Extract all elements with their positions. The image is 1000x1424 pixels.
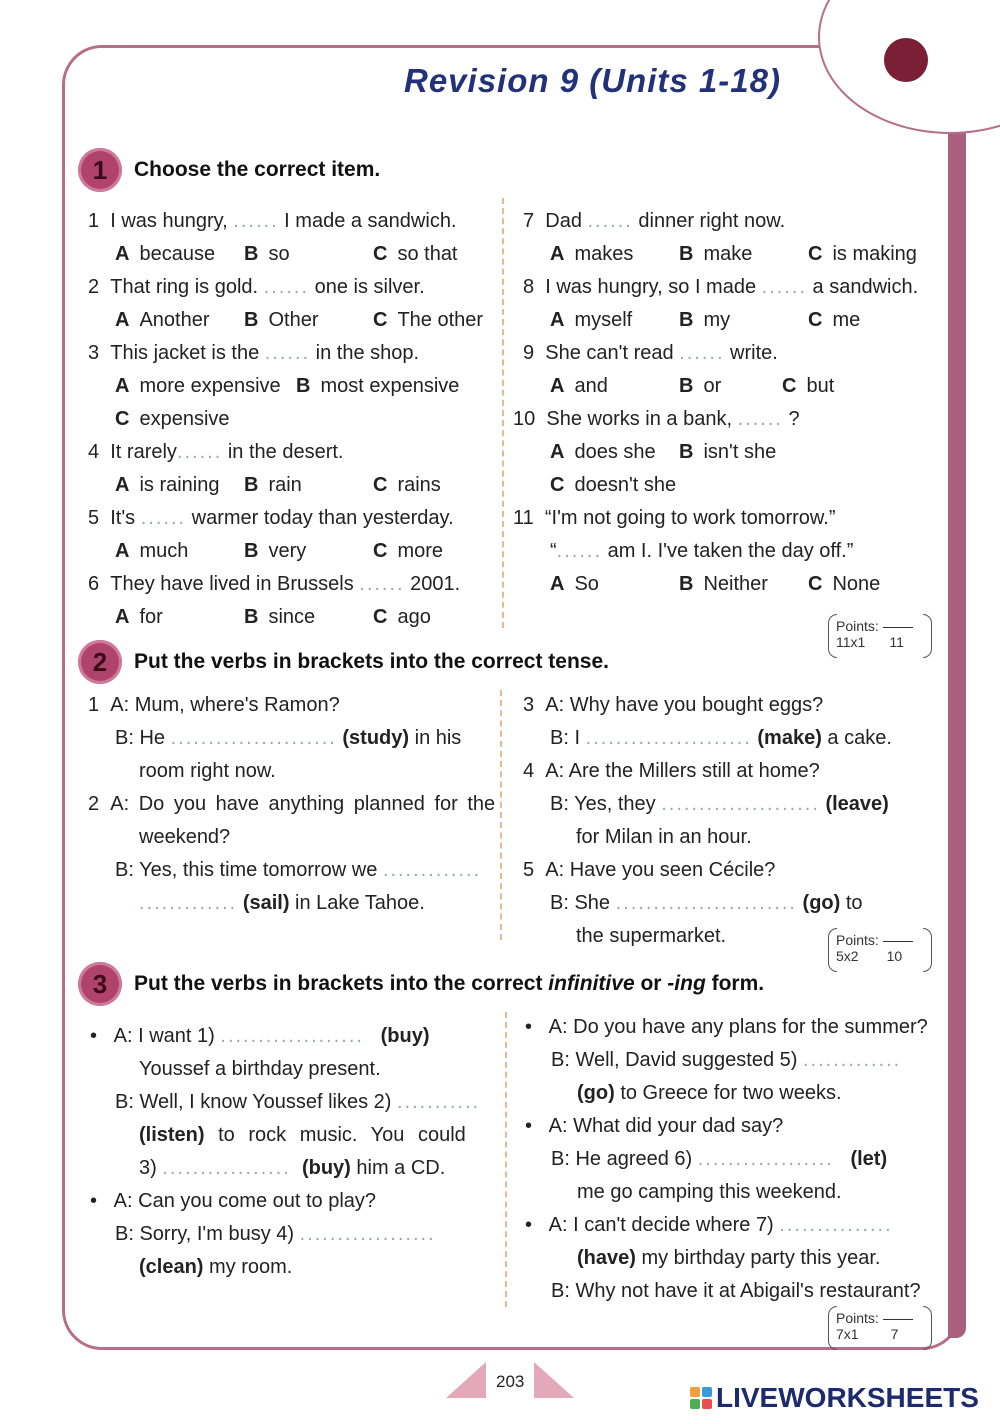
option-b[interactable]: B rain xyxy=(244,474,302,496)
ex2-item-2-answer: B: Yes, this time tomorrow we ............. xyxy=(115,859,482,881)
option-c[interactable]: C rains xyxy=(373,474,441,496)
option-c[interactable]: C doesn't she xyxy=(550,474,677,496)
section-1-header xyxy=(78,148,380,192)
answer-blank[interactable]: ............. xyxy=(382,859,482,881)
question-11: 11 “I'm not going to work tomorrow.” xyxy=(513,507,836,529)
ex3-dialogue-2: • A: Can you come out to play? xyxy=(90,1190,377,1212)
answer-blank[interactable]: ..................... xyxy=(661,793,820,815)
points-box: Points: 11x1 11 xyxy=(836,618,924,650)
option-b[interactable]: B since xyxy=(244,606,316,628)
answer-blank[interactable]: ...... xyxy=(359,573,405,595)
answer-blank[interactable]: ...... xyxy=(556,540,603,562)
points-box: Points: 7x1 7 xyxy=(836,1310,924,1342)
section-number-badge: 1 xyxy=(78,148,122,192)
answer-blank[interactable]: ...... xyxy=(264,342,311,364)
answer-blank[interactable]: ................. xyxy=(162,1157,291,1179)
option-c[interactable]: C is making xyxy=(808,243,917,265)
question-11-reply: “...... am I. I've taken the day off.” xyxy=(550,540,854,562)
option-a[interactable]: A makes xyxy=(550,243,634,265)
column-divider xyxy=(505,1012,507,1307)
answer-blank[interactable]: ...................... xyxy=(585,727,752,749)
option-a[interactable]: A Another xyxy=(115,309,210,331)
option-a[interactable]: A because xyxy=(115,243,216,265)
answer-blank[interactable]: ........... xyxy=(396,1091,481,1113)
page-number: 203 xyxy=(496,1372,525,1391)
answer-blank[interactable]: ........................ xyxy=(615,892,797,914)
answer-blank[interactable]: ...... xyxy=(761,276,807,298)
column-divider xyxy=(500,690,502,940)
liveworksheets-logo-icon xyxy=(690,1387,712,1409)
section-3-header xyxy=(78,962,764,1006)
ex3-dialogue-1: • A: I want 1) ................... (buy) xyxy=(90,1025,430,1047)
answer-blank[interactable]: ................... xyxy=(220,1025,364,1047)
option-a[interactable]: A much xyxy=(115,540,189,562)
answer-blank[interactable]: ............. xyxy=(139,892,238,914)
option-c[interactable]: C The other xyxy=(373,309,484,331)
ex2-item-4-answer: B: Yes, they ..................... (leave) xyxy=(550,793,889,815)
ex3-dialogue-2-b: B: Sorry, I'm busy 4) .................. xyxy=(115,1223,436,1245)
option-b[interactable]: B most expensive xyxy=(296,375,460,397)
answer-blank[interactable]: ...... xyxy=(176,441,223,463)
ex3-dialogue-3: • A: Do you have any plans for the summer? xyxy=(525,1016,928,1038)
ex2-item-3: 3 A: Why have you bought eggs? xyxy=(523,694,824,716)
ex2-item-3-answer: B: I ...................... (make) a cake. xyxy=(550,727,892,749)
answer-blank[interactable]: .................. xyxy=(697,1148,834,1170)
option-a[interactable]: A for xyxy=(115,606,163,628)
answer-blank[interactable]: ...... xyxy=(233,210,279,232)
ex3-dialogue-2-b-cont: (clean) my room. xyxy=(139,1256,293,1278)
question-4: 4 It rarely...... in the desert. xyxy=(88,441,344,463)
option-a[interactable]: A does she xyxy=(550,441,656,463)
ex2-item-1-answer: B: He ...................... (study) in his xyxy=(115,727,462,749)
option-a[interactable]: A So xyxy=(550,573,599,595)
ex2-item-2-answer-cont: ............. (sail) in Lake Tahoe. xyxy=(139,892,425,914)
section-instruction: Put the verbs in brackets into the correct tense. xyxy=(134,650,609,673)
column-divider xyxy=(502,198,504,628)
page-right-triangle xyxy=(534,1362,574,1398)
option-c[interactable]: C so that xyxy=(373,243,458,265)
section-instruction: Choose the correct item. xyxy=(134,158,381,181)
option-b[interactable]: B or xyxy=(679,375,722,397)
ex3-dialogue-4-b-cont: me go camping this weekend. xyxy=(577,1181,842,1203)
ex3-dialogue-5-cont: (have) my birthday party this year. xyxy=(577,1247,881,1269)
option-c[interactable]: C me xyxy=(808,309,861,331)
answer-blank[interactable]: ...................... xyxy=(170,727,337,749)
question-2: 2 That ring is gold. ...... one is silver. xyxy=(88,276,425,298)
ex2-item-1: 1 A: Mum, where's Ramon? xyxy=(88,694,340,716)
answer-blank[interactable]: ............. xyxy=(802,1049,902,1071)
ex2-item-5-answer: B: She ........................ (go) to xyxy=(550,892,863,914)
ex3-dialogue-3-b: B: Well, David suggested 5) ............. xyxy=(551,1049,902,1071)
watermark: LIVEWORKSHEETS xyxy=(690,1382,979,1414)
ex3-dialogue-5-b: B: Why not have it at Abigail's restaurant? xyxy=(551,1280,921,1302)
option-a[interactable]: A more expensive xyxy=(115,375,281,397)
ex3-dialogue-5: • A: I can't decide where 7) ............... xyxy=(525,1214,893,1236)
page-edge-bar xyxy=(948,128,966,1338)
question-1: 1 I was hungry, ...... I made a sandwich. xyxy=(88,210,457,232)
option-c[interactable]: C expensive xyxy=(115,408,230,430)
option-a[interactable]: A is raining xyxy=(115,474,220,496)
answer-blank[interactable]: .................. xyxy=(299,1223,436,1245)
option-b[interactable]: B Other xyxy=(244,309,319,331)
question-3: 3 This jacket is the ...... in the shop. xyxy=(88,342,420,364)
section-number-badge: 3 xyxy=(78,962,122,1006)
answer-blank[interactable]: ...... xyxy=(679,342,725,364)
option-b[interactable]: B so xyxy=(244,243,290,265)
page-left-triangle xyxy=(446,1362,486,1398)
answer-blank[interactable]: ...... xyxy=(140,507,187,529)
page-title: Revision 9 (Units 1-18) xyxy=(404,62,781,99)
ex3-dialogue-3-b-cont: (go) to Greece for two weeks. xyxy=(577,1082,842,1104)
option-b[interactable]: B isn't she xyxy=(679,441,777,463)
option-b[interactable]: B Neither xyxy=(679,573,768,595)
section-instruction: Put the verbs in brackets into the correct infinitive or -ing form. xyxy=(134,972,765,995)
ex2-item-5: 5 A: Have you seen Cécile? xyxy=(523,859,776,881)
section-2-header xyxy=(78,640,609,684)
ex2-item-2-cont: weekend? xyxy=(139,826,231,848)
ex2-item-1-cont: room right now. xyxy=(139,760,276,782)
answer-blank[interactable]: ...... xyxy=(587,210,633,232)
option-b[interactable]: B very xyxy=(244,540,307,562)
ex3-dialogue-1-cont: Youssef a birthday present. xyxy=(139,1058,381,1080)
option-b[interactable]: B make xyxy=(679,243,753,265)
option-a[interactable]: A myself xyxy=(550,309,633,331)
question-7: 7 Dad ...... dinner right now. xyxy=(523,210,786,232)
ex2-item-2: 2 A: Do you have anything planned for the xyxy=(88,793,496,815)
option-a[interactable]: A and xyxy=(550,375,608,397)
option-c[interactable]: C None xyxy=(808,573,881,595)
question-10: 10 She works in a bank, ...... ? xyxy=(513,408,800,430)
answer-blank[interactable]: ............... xyxy=(779,1214,893,1236)
answer-blank[interactable]: ...... xyxy=(737,408,783,430)
points-box: Points: 5x2 10 xyxy=(836,932,924,964)
question-6: 6 They have lived in Brussels ...... 2001. xyxy=(88,573,461,595)
ex3-dialogue-1-b-cont: (listen) to rock music. You could xyxy=(139,1124,466,1146)
corner-dot xyxy=(884,38,928,82)
option-c[interactable]: C but xyxy=(782,375,835,397)
ex3-dialogue-1-b: B: Well, I know Youssef likes 2) ........... xyxy=(115,1091,481,1113)
ex2-item-4: 4 A: Are the Millers still at home? xyxy=(523,760,820,782)
question-9: 9 She can't read ...... write. xyxy=(523,342,778,364)
option-c[interactable]: C ago xyxy=(373,606,431,628)
option-b[interactable]: B my xyxy=(679,309,731,331)
question-8: 8 I was hungry, so I made ...... a sandwich. xyxy=(523,276,919,298)
ex3-dialogue-1-b-cont2: 3) ................. (buy) him a CD. xyxy=(139,1157,446,1179)
ex3-dialogue-4-b: B: He agreed 6) .................. (let) xyxy=(551,1148,888,1170)
answer-blank[interactable]: ...... xyxy=(263,276,310,298)
option-c[interactable]: C more xyxy=(373,540,444,562)
ex3-dialogue-4: • A: What did your dad say? xyxy=(525,1115,784,1137)
question-5: 5 It's ...... warmer today than yesterday. xyxy=(88,507,454,529)
section-number-badge: 2 xyxy=(78,640,122,684)
ex2-item-5-cont: the supermarket. xyxy=(576,925,727,947)
ex2-item-4-cont: for Milan in an hour. xyxy=(576,826,752,848)
